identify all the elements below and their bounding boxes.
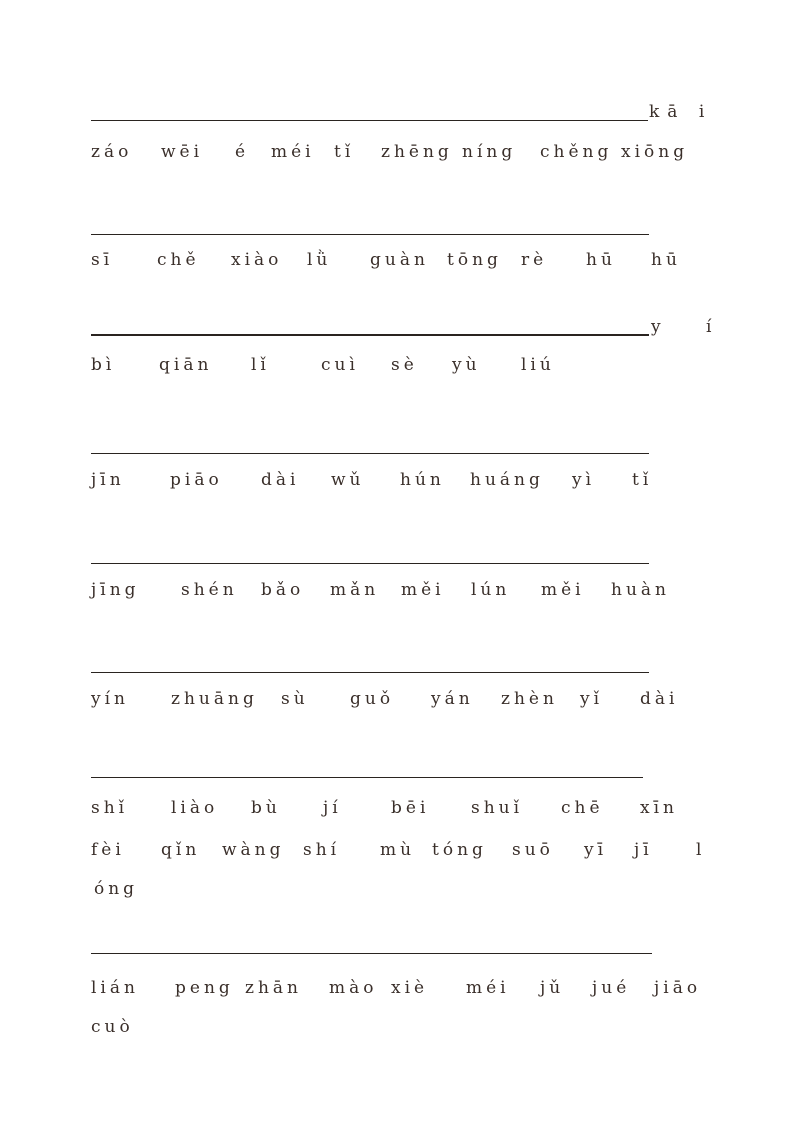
- pinyin-word: guàn: [370, 250, 429, 270]
- pinyin-word: é: [235, 142, 250, 162]
- pinyin-word: sù: [281, 689, 309, 709]
- pinyin-word: qiān: [159, 355, 213, 375]
- pinyin-word: tōng: [447, 250, 502, 270]
- pinyin-word: liào: [171, 798, 219, 818]
- pinyin-word: hū: [586, 250, 616, 270]
- pinyin-word: níng: [462, 142, 517, 162]
- pinyin-word: óng: [94, 879, 139, 899]
- pinyin-word: yǐ: [580, 689, 604, 709]
- pinyin-word: xiè: [391, 978, 429, 998]
- pinyin-word: suō: [512, 840, 554, 860]
- answer-line-3: [91, 334, 649, 336]
- pinyin-word: xiào: [231, 250, 283, 270]
- pinyin-word: jǔ: [540, 978, 565, 998]
- pinyin-word: zhān: [245, 978, 302, 998]
- pinyin-word: zhēng: [381, 142, 453, 162]
- pinyin-word: lǜ: [307, 250, 332, 270]
- pinyin-word: mào: [329, 978, 378, 998]
- pinyin-word: bēi: [391, 798, 430, 818]
- pinyin-word: peng: [175, 978, 234, 998]
- answer-line-2: [91, 234, 649, 235]
- answer-line-1: [91, 120, 648, 121]
- pinyin-word: sè: [391, 355, 418, 375]
- pinyin-word: jué: [592, 978, 631, 998]
- pinyin-word: měi: [401, 580, 445, 600]
- pinyin-word: huàn: [611, 580, 670, 600]
- pinyin-word: jīng: [91, 580, 140, 600]
- pinyin-word: méi: [466, 978, 510, 998]
- pinyin-tail-3: y í: [651, 317, 732, 337]
- pinyin-word: xiōng: [621, 142, 689, 162]
- answer-line-4: [91, 453, 649, 454]
- pinyin-word: yín: [91, 689, 129, 709]
- pinyin-word: mù: [380, 840, 416, 860]
- pinyin-word: bǎo: [261, 580, 305, 600]
- pinyin-word: jīn: [91, 470, 125, 490]
- pinyin-word: bì: [91, 355, 116, 375]
- pinyin-word: sī: [91, 250, 114, 270]
- pinyin-word: bù: [251, 798, 281, 818]
- pinyin-word: jī: [634, 840, 653, 860]
- answer-line-8: [91, 953, 652, 954]
- pinyin-word: yán: [431, 689, 474, 709]
- pinyin-word: liú: [521, 355, 555, 375]
- pinyin-word: zhuāng: [171, 689, 258, 709]
- pinyin-word: wàng: [222, 840, 285, 860]
- pinyin-word: shuǐ: [471, 798, 524, 818]
- pinyin-word: tǐ: [334, 142, 355, 162]
- pinyin-word: mǎn: [330, 580, 380, 600]
- pinyin-word: yī: [584, 840, 608, 860]
- pinyin-word: cuì: [321, 355, 359, 375]
- pinyin-word: shén: [181, 580, 238, 600]
- pinyin-word: hún: [400, 470, 445, 490]
- pinyin-word: guǒ: [350, 689, 395, 709]
- pinyin-word: chē: [561, 798, 604, 818]
- pinyin-word: lián: [91, 978, 139, 998]
- pinyin-word: xīn: [640, 798, 678, 818]
- pinyin-word: chěng: [540, 142, 613, 162]
- pinyin-word: dài: [640, 689, 679, 709]
- pinyin-word: lǐ: [251, 355, 270, 375]
- answer-line-6: [91, 672, 649, 673]
- pinyin-word: yì: [572, 470, 596, 490]
- pinyin-word: fèi: [91, 840, 125, 860]
- pinyin-tail-1: kā i: [649, 102, 713, 122]
- pinyin-word: zhèn: [501, 689, 558, 709]
- pinyin-word: shí: [303, 840, 341, 860]
- pinyin-word: yù: [452, 355, 481, 375]
- pinyin-word: chě: [157, 250, 200, 270]
- pinyin-word: lún: [471, 580, 511, 600]
- answer-line-5: [91, 563, 649, 564]
- pinyin-word: piāo: [170, 470, 223, 490]
- pinyin-word: huáng: [470, 470, 544, 490]
- pinyin-word: jí: [323, 798, 342, 818]
- pinyin-word: méi: [271, 142, 315, 162]
- pinyin-word: rè: [521, 250, 548, 270]
- pinyin-word: tǐ: [632, 470, 653, 490]
- pinyin-word: záo: [91, 142, 133, 162]
- pinyin-word: wēi: [161, 142, 204, 162]
- pinyin-word: měi: [541, 580, 585, 600]
- pinyin-word: jiāo: [654, 978, 702, 998]
- answer-line-7: [91, 777, 643, 778]
- pinyin-word: qǐn: [161, 840, 201, 860]
- pinyin-word: l: [696, 840, 706, 860]
- pinyin-word: wǔ: [331, 470, 365, 490]
- pinyin-word: hū: [651, 250, 681, 270]
- pinyin-word: cuò: [91, 1017, 134, 1037]
- pinyin-word: shǐ: [91, 798, 129, 818]
- pinyin-word: tóng: [432, 840, 487, 860]
- pinyin-word: dài: [261, 470, 300, 490]
